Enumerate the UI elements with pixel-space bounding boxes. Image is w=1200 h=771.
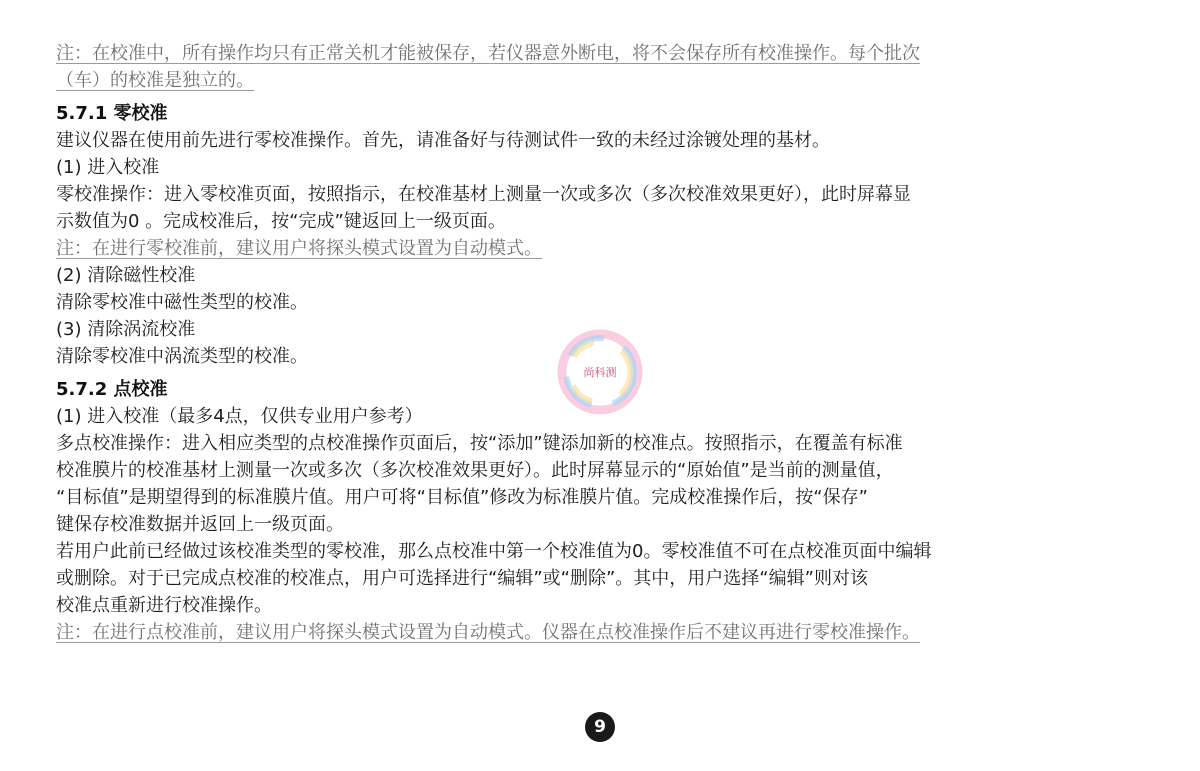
zero-step2-title: (2) 清除磁性校准: [56, 265, 196, 286]
point-para2-line1: 若用户此前已经做过该校准类型的零校准，那么点校准中第一个校准值为0。零校准值不可在点校准页面中编辑: [56, 541, 932, 562]
point-para1-line2: 校准膜片的校准基材上测量一次或多次（多次校准效果更好）。此时屏幕显示的“原始值”是当前的测量值，: [56, 460, 894, 481]
point-para1-line4: 键保存校准数据并返回上一级页面。: [56, 514, 344, 535]
point-para2-line3: 校准点重新进行校准操作。: [56, 595, 272, 616]
heading-point-calibration: 5.7.2 点校准: [56, 379, 168, 400]
zero-step1-text-2: 示数值为0 。完成校准后，按“完成”键返回上一级页面。: [56, 211, 506, 232]
note-calibration-save-1: 注：在校准中，所有操作均只有正常关机才能被保存，若仪器意外断电，将不会保存所有校准操作。每个批次: [56, 43, 920, 64]
heading-zero-calibration: 5.7.1 零校准: [56, 103, 168, 124]
point-step1-title: (1) 进入校准（最多4点，仅供专业用户参考）: [56, 406, 423, 427]
zero-step1-title: (1) 进入校准: [56, 157, 160, 178]
zero-step2-text: 清除零校准中磁性类型的校准。: [56, 292, 308, 313]
point-para1-line3: “目标值”是期望得到的标准膜片值。用户可将“目标值”修改为标准膜片值。完成校准操作后，按“保存”: [56, 487, 868, 508]
point-calibration-note: 注：在进行点校准前，建议用户将探头模式设置为自动模式。仪器在点校准操作后不建议再进行零校准操作。: [56, 622, 920, 643]
page-number-badge: 9: [585, 712, 615, 742]
zero-step3-text: 清除零校准中涡流类型的校准。: [56, 346, 308, 367]
zero-step1-text-1: 零校准操作：进入零校准页面，按照指示，在校准基材上测量一次或多次（多次校准效果更好），此时屏幕显: [56, 184, 911, 205]
note-calibration-save-2: （车）的校准是独立的。: [56, 70, 254, 91]
zero-step1-note: 注：在进行零校准前，建议用户将探头模式设置为自动模式。: [56, 238, 542, 259]
zero-step3-title: (3) 清除涡流校准: [56, 319, 196, 340]
watermark-logo: [554, 326, 646, 418]
zero-calibration-intro: 建议仪器在使用前先进行零校准操作。首先，请准备好与待测试件一致的未经过涂镀处理的基材。: [56, 130, 830, 151]
point-para1-line1: 多点校准操作：进入相应类型的点校准操作页面后，按“添加”键添加新的校准点。按照指示，在覆盖有标准: [56, 433, 903, 454]
point-para2-line2: 或删除。对于已完成点校准的校准点，用户可选择进行“编辑”或“删除”。其中，用户选择“编辑”则对该: [56, 568, 868, 589]
watermark-text: 尚科测: [583, 366, 617, 379]
